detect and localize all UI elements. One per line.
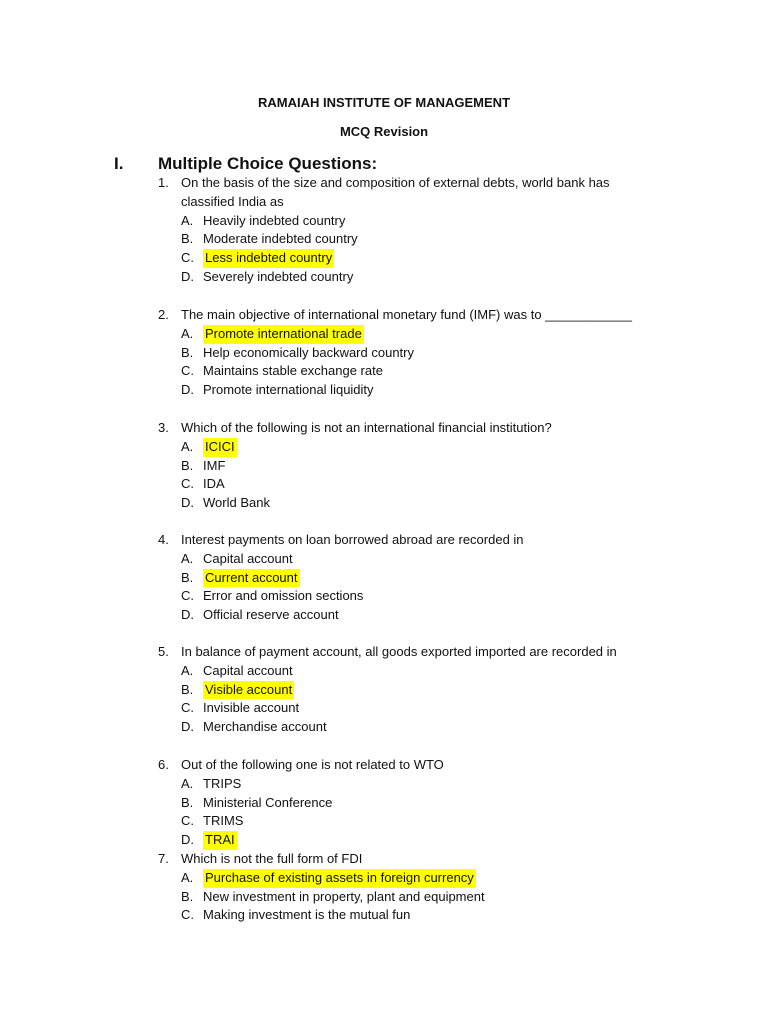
option-text: Merchandise account	[203, 719, 327, 735]
option-letter: B.	[181, 344, 194, 360]
question-number: 1.	[158, 175, 169, 190]
answer-option	[181, 475, 638, 494]
question-3	[158, 419, 638, 513]
correct-answer-highlight: ICICI	[203, 438, 237, 457]
option-letter: D.	[181, 607, 194, 623]
answer-option	[181, 249, 638, 268]
option-text: Help economically backward country	[203, 344, 414, 360]
option-letter: D.	[181, 832, 194, 848]
question-line	[158, 306, 638, 325]
option-text: Making investment is the mutual fun	[203, 907, 411, 923]
answer-option	[181, 869, 638, 888]
section-number: I.	[114, 154, 124, 173]
answer-option	[181, 699, 638, 718]
option-letter: A.	[181, 325, 194, 341]
answer-option	[181, 381, 638, 400]
option-letter: B.	[181, 231, 194, 247]
question-number: 6.	[158, 757, 169, 772]
option-letter: D.	[181, 268, 194, 284]
answer-option	[181, 438, 638, 457]
question-7	[158, 850, 638, 925]
answer-option	[181, 812, 638, 831]
option-letter: A.	[181, 550, 194, 566]
option-text: Moderate indebted country	[203, 231, 358, 247]
option-text: Capital account	[203, 662, 293, 678]
answer-option	[181, 362, 638, 381]
question-4	[158, 531, 638, 625]
option-letter: A.	[181, 775, 194, 791]
question-number: 2.	[158, 307, 169, 322]
answer-option	[181, 775, 638, 794]
option-text: Severely indebted country	[203, 268, 354, 284]
question-number: 7.	[158, 851, 169, 866]
question-line	[158, 174, 638, 212]
answer-option	[181, 325, 638, 344]
answer-option	[181, 344, 638, 363]
option-letter: B.	[181, 569, 194, 585]
question-text: Out of the following one is not related to WTO	[181, 757, 444, 772]
option-text: Capital account	[203, 550, 293, 566]
question-text: Which of the following is not an international financial institution?	[181, 420, 552, 435]
answer-option	[181, 457, 638, 476]
question-text: In balance of payment account, all goods exported imported are recorded in	[181, 644, 617, 659]
question-line	[158, 643, 638, 662]
document-subtitle: MCQ Revision	[339, 124, 429, 139]
question-number: 3.	[158, 420, 169, 435]
option-letter: D.	[181, 382, 194, 398]
question-text: Which is not the full form of FDI	[181, 851, 363, 866]
answer-option	[181, 569, 638, 588]
option-text: IMF	[203, 457, 226, 473]
correct-answer-highlight: TRAI	[203, 831, 237, 850]
option-letter: C.	[181, 700, 194, 716]
option-letter: A.	[181, 869, 194, 885]
answer-option	[181, 494, 638, 513]
option-letter: C.	[181, 363, 194, 379]
option-letter: B.	[181, 457, 194, 473]
question-line	[158, 531, 638, 550]
option-letter: C.	[181, 813, 194, 829]
option-text: Maintains stable exchange rate	[203, 363, 383, 379]
answer-option	[181, 718, 638, 737]
option-text: Official reserve account	[203, 607, 339, 623]
section-title: Multiple Choice Questions:	[158, 154, 378, 173]
question-text: The main objective of international monetary fund (IMF) was to ____________	[181, 307, 632, 322]
option-text: Ministerial Conference	[203, 794, 333, 810]
correct-answer-highlight: Promote international trade	[203, 325, 364, 344]
question-number: 5.	[158, 644, 169, 659]
option-text: Heavily indebted country	[203, 212, 346, 228]
option-text: Error and omission sections	[203, 588, 364, 604]
option-letter: B.	[181, 681, 194, 697]
option-letter: C.	[181, 476, 194, 492]
question-6	[158, 756, 638, 850]
answer-option	[181, 681, 638, 700]
answer-option	[181, 662, 638, 681]
option-letter: A.	[181, 438, 194, 454]
answer-option	[181, 587, 638, 606]
question-line	[158, 850, 638, 869]
option-text: TRIPS	[203, 775, 242, 791]
question-line	[158, 756, 638, 775]
section-heading	[114, 154, 714, 174]
answer-option	[181, 831, 638, 850]
answer-option	[181, 212, 638, 231]
question-line	[158, 419, 638, 438]
option-text: New investment in property, plant and equipment	[203, 888, 485, 904]
correct-answer-highlight: Visible account	[203, 681, 294, 700]
option-text: Promote international liquidity	[203, 382, 374, 398]
correct-answer-highlight: Purchase of existing assets in foreign currency	[203, 869, 476, 888]
answer-option	[181, 230, 638, 249]
answer-option	[181, 888, 638, 907]
option-text: TRIMS	[203, 813, 244, 829]
option-letter: A.	[181, 662, 194, 678]
option-letter: B.	[181, 888, 194, 904]
answer-option	[181, 268, 638, 287]
option-letter: C.	[181, 250, 194, 266]
question-1	[158, 174, 638, 287]
question-text: On the basis of the size and composition of external debts, world bank has classified India as	[181, 175, 610, 209]
answer-option	[181, 550, 638, 569]
option-letter: D.	[181, 495, 194, 511]
option-text: Invisible account	[203, 700, 300, 716]
question-5	[158, 643, 638, 737]
correct-answer-highlight: Less indebted country	[203, 249, 334, 268]
question-text: Interest payments on loan borrowed abroad are recorded in	[181, 532, 524, 547]
option-letter: C.	[181, 907, 194, 923]
institution-title: RAMAIAH INSTITUTE OF MANAGEMENT	[257, 95, 511, 110]
option-letter: C.	[181, 588, 194, 604]
option-text: IDA	[203, 476, 225, 492]
question-number: 4.	[158, 532, 169, 547]
answer-option	[181, 794, 638, 813]
answer-option	[181, 906, 638, 925]
option-letter: D.	[181, 719, 194, 735]
option-letter: B.	[181, 794, 194, 810]
correct-answer-highlight: Current account	[203, 569, 300, 588]
question-2	[158, 306, 638, 400]
answer-option	[181, 606, 638, 625]
option-letter: A.	[181, 212, 194, 228]
option-text: World Bank	[203, 495, 270, 511]
